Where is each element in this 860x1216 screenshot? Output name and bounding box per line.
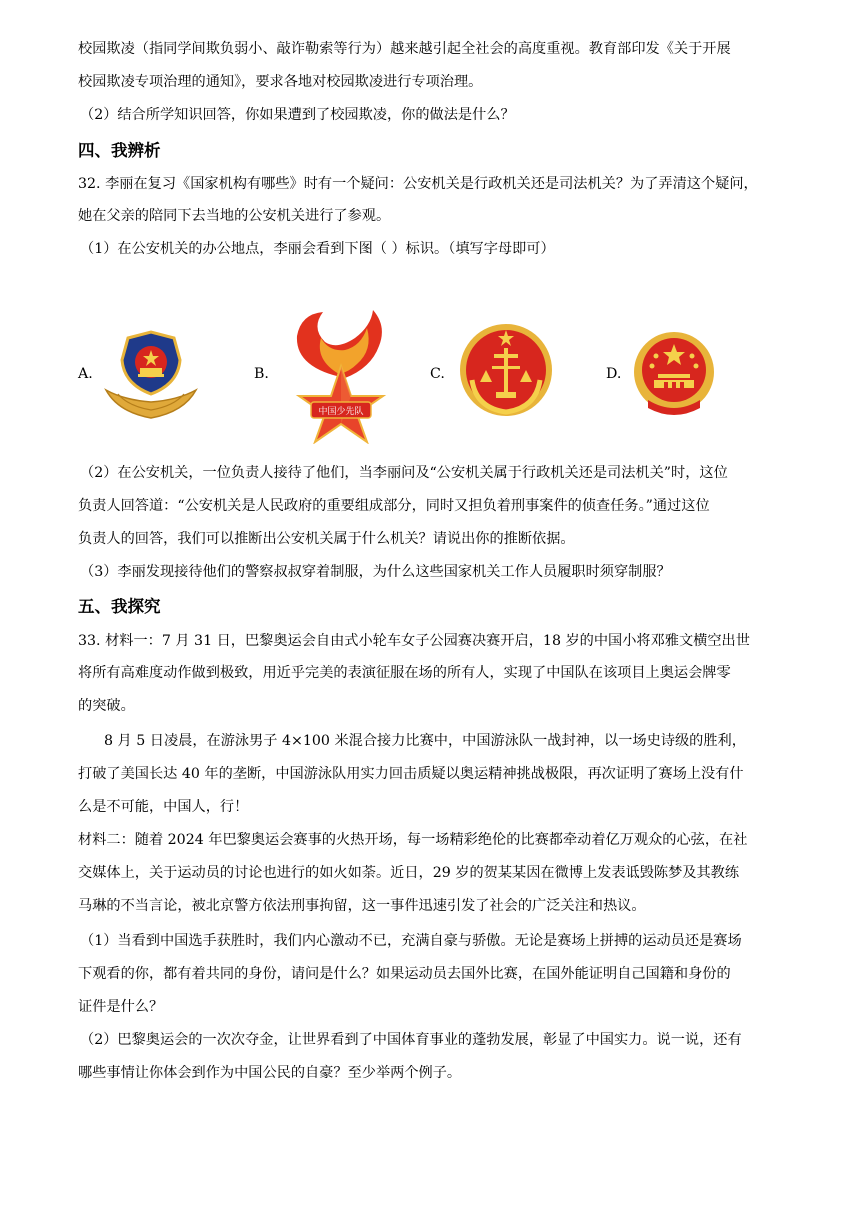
- court-emblem-icon: [458, 320, 554, 420]
- question-33-part2: （2）巴黎奥运会的一次次夺金，让世界看到了中国体育事业的蓬勃发展，彰显了中国实力。说一说，还有: [80, 1032, 742, 1048]
- material-1-line: 的突破。: [78, 698, 135, 714]
- question-32-part2: （2）在公安机关，一位负责人接待了他们，当李丽问及“公安机关属于行政机关还是司法机关”时，这位: [80, 465, 728, 481]
- question-33-line: 哪些事情让你体会到作为中国公民的自豪？至少举两个例子。: [78, 1065, 462, 1081]
- paragraph-line: 校园欺凌专项治理的通知》，要求各地对校园欺凌进行专项治理。: [78, 74, 483, 90]
- material-2-line: 交媒体上，关于运动员的讨论也进行的如火如荼。近日，29 岁的贺某某因在微博上发表诋毁陈梦及其教练: [78, 865, 740, 881]
- question-33-line: 下观看的你，都有着共同的身份，请问是什么？如果运动员去国外比赛，在国外能证明自己国籍和身份的: [78, 966, 731, 982]
- emblem-options: [0, 300, 860, 450]
- section-heading-4: 四、我辨析: [78, 141, 161, 160]
- option-label-a: A.: [78, 366, 93, 382]
- material-1-line: 8 月 5 日凌晨，在游泳男子 4×100 米混合接力比赛中，中国游泳队一战封神，以一场史诗级的胜利，: [104, 733, 746, 749]
- question-32-line: 32. 李丽在复习《国家机构有哪些》时有一个疑问：公安机关是行政机关还是司法机关？为了弄清这个疑问，: [78, 176, 758, 192]
- young-pioneers-emblem-icon: [275, 306, 407, 444]
- question-2-bullying: （2）结合所学知识回答，你如果遭到了校园欺凌，你的做法是什么？: [80, 107, 515, 123]
- question-32-line: 负责人的回答，我们可以推断出公安机关属于什么机关？请说出你的推断依据。: [78, 531, 575, 547]
- question-32-line: 她在父亲的陪同下去当地的公安机关进行了参观。: [78, 208, 391, 224]
- question-33-part1: （1）当看到中国选手获胜时，我们内心激动不已，充满自豪与骄傲。无论是赛场上拼搏的运动员还是赛场: [80, 933, 742, 949]
- material-1-line: 打破了美国长达 40 年的垄断，中国游泳队用实力回击质疑以奥运精神挑战极限，再次证明了赛场上没有什: [78, 766, 744, 782]
- material-2-line: 材料二：随着 2024 年巴黎奥运会赛事的火热开场，每一场精彩绝伦的比赛都牵动着亿万观众的心弦，在社: [78, 832, 748, 848]
- material-2-line: 马琳的不当言论，被北京警方依法刑事拘留，这一事件迅速引发了社会的广泛关注和热议。: [78, 898, 646, 914]
- paragraph-line: 校园欺凌（指同学间欺负弱小、敲诈勒索等行为）越来越引起全社会的高度重视。教育部印发《关于开展: [78, 41, 731, 57]
- option-label-b: B.: [254, 366, 269, 382]
- question-32-line: 负责人回答道：“公安机关是人民政府的重要组成部分，同时又担负着刑事案件的侦查任务。”通过这位: [78, 498, 710, 514]
- option-label-d: D.: [606, 366, 622, 382]
- material-1-line: 将所有高难度动作做到极致，用近乎完美的表演征服在场的所有人，实现了中国队在该项目上奥运会牌零: [78, 665, 731, 681]
- pioneer-badge-text: 中国少先队: [318, 407, 364, 417]
- police-emblem-icon: [98, 328, 204, 420]
- question-32-part1: （1）在公安机关的办公地点，李丽会看到下图（ ）标识。（填写字母即可）: [80, 241, 555, 257]
- national-emblem-icon: [628, 328, 720, 420]
- section-heading-5: 五、我探究: [78, 597, 161, 616]
- option-label-c: C.: [430, 366, 445, 382]
- question-33-line: 证件是什么？: [78, 999, 164, 1015]
- material-1-line: 33. 材料一：7 月 31 日，巴黎奥运会自由式小轮车女子公园赛决赛开启，18 岁的中国小将邓雅文横空出世: [78, 633, 750, 649]
- material-1-line: 么是不可能，中国人，行！: [78, 799, 249, 815]
- question-32-part3: （3）李丽发现接待他们的警察叔叔穿着制服，为什么这些国家机关工作人员履职时须穿制服？: [80, 564, 671, 580]
